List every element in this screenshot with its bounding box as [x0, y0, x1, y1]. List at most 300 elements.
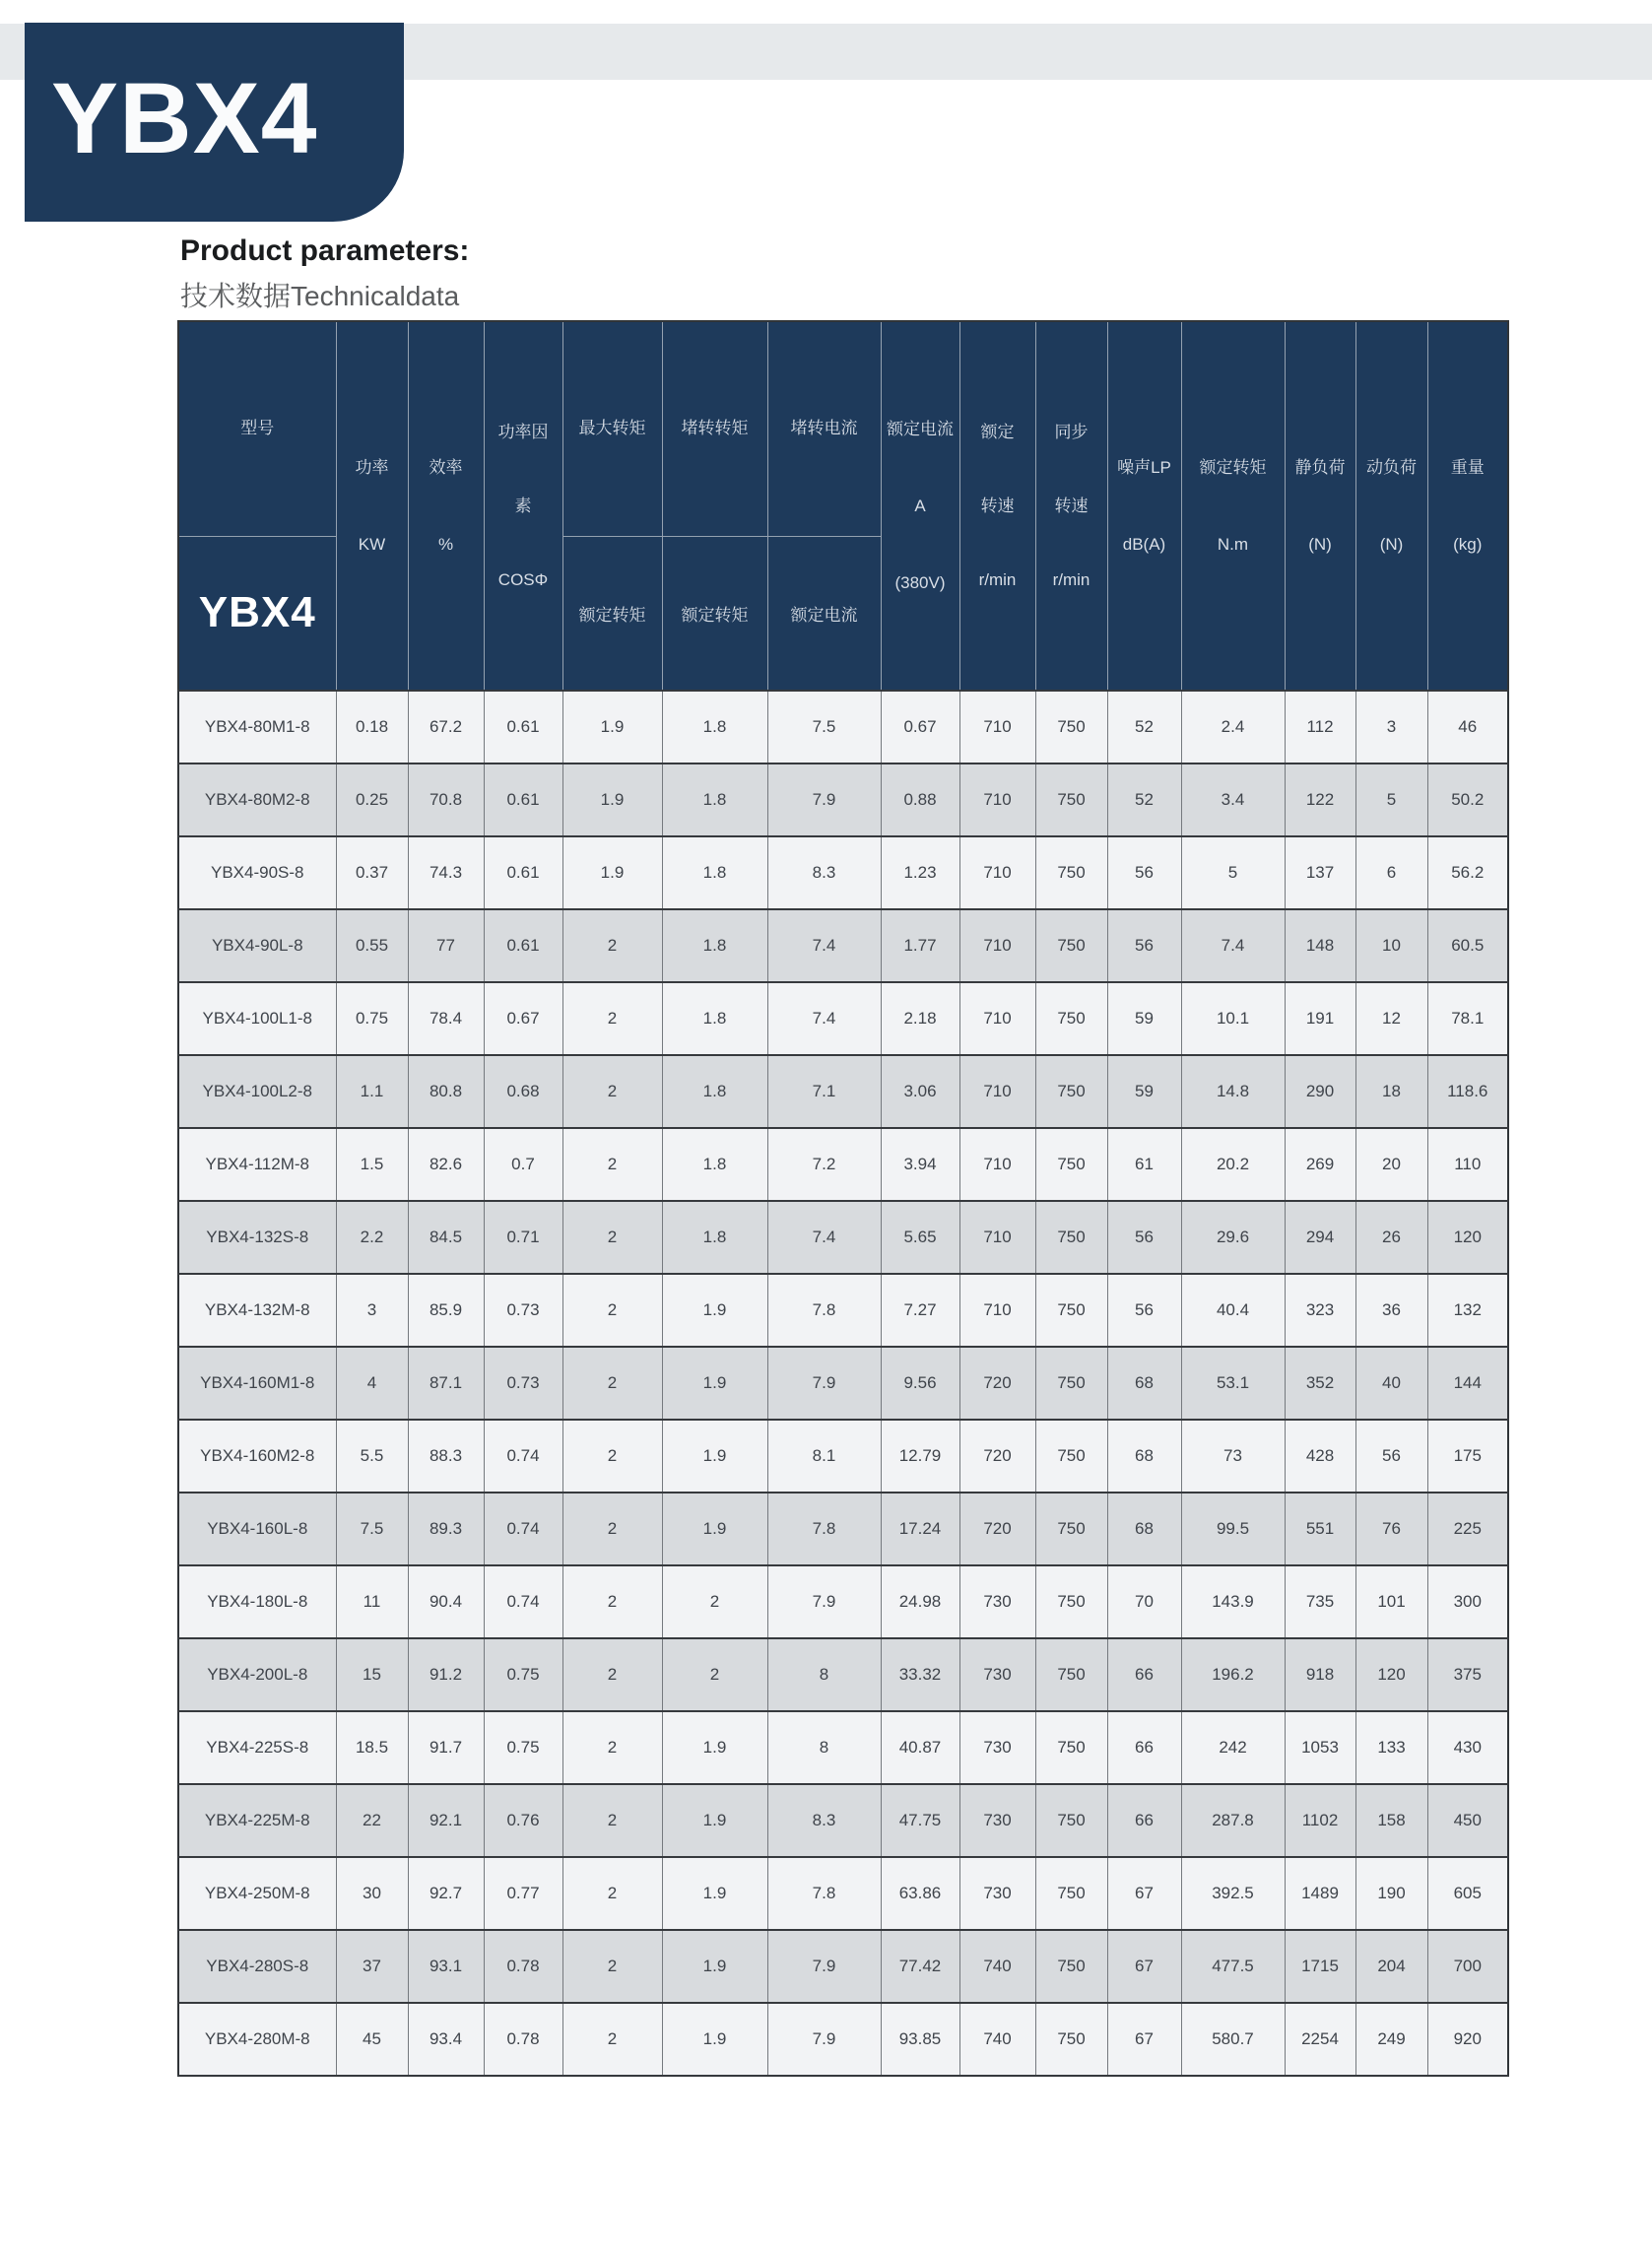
header-power-factor: 功率因 素 COSΦ [484, 321, 562, 691]
value-cell: 225 [1427, 1493, 1508, 1565]
value-cell: 70.8 [408, 763, 484, 836]
value-cell: 2 [562, 1784, 662, 1857]
value-cell: 3 [336, 1274, 408, 1347]
value-cell: 14.8 [1181, 1055, 1285, 1128]
value-cell: 56 [1107, 1274, 1181, 1347]
value-cell: 710 [959, 982, 1035, 1055]
model-cell: YBX4-250M-8 [178, 1857, 336, 1930]
value-cell: 85.9 [408, 1274, 484, 1347]
logo-text: YBX4 [51, 62, 318, 174]
table-row [178, 909, 1508, 982]
header-brand: YBX4 [178, 536, 336, 691]
value-cell: 750 [1035, 1347, 1107, 1420]
table-row [178, 1711, 1508, 1784]
model-cell: YBX4-200L-8 [178, 1638, 336, 1711]
value-cell: 63.86 [881, 1857, 959, 1930]
model-cell: YBX4-100L1-8 [178, 982, 336, 1055]
header-sync-speed: 同步 转速 r/min [1035, 321, 1107, 691]
value-cell: 2.2 [336, 1201, 408, 1274]
table-row [178, 1930, 1508, 2003]
value-cell: 78.4 [408, 982, 484, 1055]
value-cell: 551 [1285, 1493, 1355, 1565]
value-cell: 1.9 [562, 763, 662, 836]
value-cell: 60.5 [1427, 909, 1508, 982]
table-row [178, 691, 1508, 763]
value-cell: 1.8 [662, 1055, 767, 1128]
value-cell: 3.94 [881, 1128, 959, 1201]
value-cell: 0.88 [881, 763, 959, 836]
model-cell: YBX4-80M2-8 [178, 763, 336, 836]
value-cell: 52 [1107, 763, 1181, 836]
header-noise: 噪声LP dB(A) [1107, 321, 1181, 691]
value-cell: 7.9 [767, 1347, 881, 1420]
value-cell: 750 [1035, 836, 1107, 909]
value-cell: 17.24 [881, 1493, 959, 1565]
value-cell: 92.7 [408, 1857, 484, 1930]
value-cell: 12.79 [881, 1420, 959, 1493]
model-cell: YBX4-90L-8 [178, 909, 336, 982]
value-cell: 710 [959, 1201, 1035, 1274]
value-cell: 750 [1035, 1857, 1107, 1930]
value-cell: 101 [1355, 1565, 1427, 1638]
table-row [178, 1420, 1508, 1493]
value-cell: 7.4 [1181, 909, 1285, 982]
value-cell: 33.32 [881, 1638, 959, 1711]
value-cell: 3.06 [881, 1055, 959, 1128]
value-cell: 323 [1285, 1274, 1355, 1347]
value-cell: 40.87 [881, 1711, 959, 1784]
table-row [178, 2003, 1508, 2076]
value-cell: 82.6 [408, 1128, 484, 1201]
table-row [178, 1274, 1508, 1347]
value-cell: 0.74 [484, 1420, 562, 1493]
value-cell: 477.5 [1181, 1930, 1285, 2003]
value-cell: 300 [1427, 1565, 1508, 1638]
value-cell: 1102 [1285, 1784, 1355, 1857]
model-cell: YBX4-225S-8 [178, 1711, 336, 1784]
model-cell: YBX4-132S-8 [178, 1201, 336, 1274]
logo-block [25, 23, 404, 222]
value-cell: 5 [1181, 836, 1285, 909]
header-rated-current: 额定电流A (380V) [881, 321, 959, 691]
value-cell: 56 [1107, 909, 1181, 982]
value-cell: 8.1 [767, 1420, 881, 1493]
value-cell: 7.4 [767, 1201, 881, 1274]
value-cell: 750 [1035, 1930, 1107, 2003]
value-cell: 20 [1355, 1128, 1427, 1201]
header-static-load: 静负荷 (N) [1285, 321, 1355, 691]
value-cell: 2.18 [881, 982, 959, 1055]
value-cell: 428 [1285, 1420, 1355, 1493]
value-cell: 70 [1107, 1565, 1181, 1638]
value-cell: 0.73 [484, 1347, 562, 1420]
value-cell: 66 [1107, 1784, 1181, 1857]
value-cell: 196.2 [1181, 1638, 1285, 1711]
value-cell: 730 [959, 1784, 1035, 1857]
value-cell: 735 [1285, 1565, 1355, 1638]
value-cell: 74.3 [408, 836, 484, 909]
value-cell: 2 [562, 1493, 662, 1565]
value-cell: 67 [1107, 1930, 1181, 2003]
value-cell: 294 [1285, 1201, 1355, 1274]
value-cell: 0.74 [484, 1493, 562, 1565]
value-cell: 204 [1355, 1930, 1427, 2003]
value-cell: 2 [662, 1565, 767, 1638]
value-cell: 61 [1107, 1128, 1181, 1201]
value-cell: 740 [959, 2003, 1035, 2076]
value-cell: 2 [562, 1420, 662, 1493]
value-cell: 1.9 [662, 1420, 767, 1493]
header-locked-rotor-torque: 堵转转矩 [662, 321, 767, 536]
value-cell: 2 [662, 1638, 767, 1711]
value-cell: 110 [1427, 1128, 1508, 1201]
value-cell: 1.8 [662, 763, 767, 836]
value-cell: 750 [1035, 1711, 1107, 1784]
value-cell: 750 [1035, 1420, 1107, 1493]
value-cell: 750 [1035, 691, 1107, 763]
value-cell: 2 [562, 909, 662, 982]
value-cell: 78.1 [1427, 982, 1508, 1055]
value-cell: 7.9 [767, 1565, 881, 1638]
value-cell: 93.4 [408, 2003, 484, 2076]
value-cell: 1053 [1285, 1711, 1355, 1784]
value-cell: 0.61 [484, 909, 562, 982]
value-cell: 0.37 [336, 836, 408, 909]
value-cell: 0.75 [484, 1711, 562, 1784]
value-cell: 80.8 [408, 1055, 484, 1128]
value-cell: 7.8 [767, 1857, 881, 1930]
value-cell: 8.3 [767, 1784, 881, 1857]
value-cell: 0.73 [484, 1274, 562, 1347]
value-cell: 0.74 [484, 1565, 562, 1638]
value-cell: 12 [1355, 982, 1427, 1055]
value-cell: 2 [562, 1128, 662, 1201]
value-cell: 68 [1107, 1493, 1181, 1565]
model-cell: YBX4-132M-8 [178, 1274, 336, 1347]
value-cell: 2254 [1285, 2003, 1355, 2076]
value-cell: 2 [562, 1711, 662, 1784]
model-cell: YBX4-90S-8 [178, 836, 336, 909]
value-cell: 47.75 [881, 1784, 959, 1857]
value-cell: 1.9 [662, 1711, 767, 1784]
value-cell: 7.8 [767, 1493, 881, 1565]
value-cell: 5.65 [881, 1201, 959, 1274]
value-cell: 0.76 [484, 1784, 562, 1857]
value-cell: 18.5 [336, 1711, 408, 1784]
value-cell: 10.1 [1181, 982, 1285, 1055]
value-cell: 7.4 [767, 982, 881, 1055]
value-cell: 0.7 [484, 1128, 562, 1201]
value-cell: 76 [1355, 1493, 1427, 1565]
value-cell: 5 [1355, 763, 1427, 836]
model-cell: YBX4-100L2-8 [178, 1055, 336, 1128]
value-cell: 249 [1355, 2003, 1427, 2076]
value-cell: 710 [959, 836, 1035, 909]
value-cell: 144 [1427, 1347, 1508, 1420]
value-cell: 1.9 [662, 1493, 767, 1565]
value-cell: 7.27 [881, 1274, 959, 1347]
value-cell: 50.2 [1427, 763, 1508, 836]
value-cell: 7.5 [336, 1493, 408, 1565]
value-cell: 0.61 [484, 691, 562, 763]
value-cell: 2 [562, 1055, 662, 1128]
value-cell: 0.78 [484, 1930, 562, 2003]
value-cell: 0.25 [336, 763, 408, 836]
value-cell: 8 [767, 1638, 881, 1711]
value-cell: 67 [1107, 2003, 1181, 2076]
page-subtitle: 技术数据Technicaldata [180, 281, 460, 311]
value-cell: 2 [562, 1930, 662, 2003]
value-cell: 710 [959, 1128, 1035, 1201]
value-cell: 91.7 [408, 1711, 484, 1784]
value-cell: 59 [1107, 1055, 1181, 1128]
value-cell: 750 [1035, 763, 1107, 836]
header-weight: 重量 (kg) [1427, 321, 1508, 691]
value-cell: 7.9 [767, 1930, 881, 2003]
value-cell: 710 [959, 763, 1035, 836]
value-cell: 175 [1427, 1420, 1508, 1493]
value-cell: 56.2 [1427, 836, 1508, 909]
value-cell: 287.8 [1181, 1784, 1285, 1857]
value-cell: 56 [1355, 1420, 1427, 1493]
value-cell: 137 [1285, 836, 1355, 909]
table-row [178, 982, 1508, 1055]
table-row [178, 1493, 1508, 1565]
value-cell: 0.18 [336, 691, 408, 763]
header-max-torque: 最大转矩 [562, 321, 662, 536]
value-cell: 11 [336, 1565, 408, 1638]
value-cell: 99.5 [1181, 1493, 1285, 1565]
value-cell: 375 [1427, 1638, 1508, 1711]
value-cell: 118.6 [1427, 1055, 1508, 1128]
header-rated-speed: 额定 转速 r/min [959, 321, 1035, 691]
model-cell: YBX4-160M1-8 [178, 1347, 336, 1420]
value-cell: 0.78 [484, 2003, 562, 2076]
value-cell: 1.9 [662, 1784, 767, 1857]
value-cell: 1715 [1285, 1930, 1355, 2003]
value-cell: 750 [1035, 1274, 1107, 1347]
value-cell: 66 [1107, 1711, 1181, 1784]
value-cell: 45 [336, 2003, 408, 2076]
value-cell: 352 [1285, 1347, 1355, 1420]
value-cell: 22 [336, 1784, 408, 1857]
value-cell: 122 [1285, 763, 1355, 836]
value-cell: 0.71 [484, 1201, 562, 1274]
value-cell: 269 [1285, 1128, 1355, 1201]
value-cell: 191 [1285, 982, 1355, 1055]
value-cell: 750 [1035, 1201, 1107, 1274]
value-cell: 89.3 [408, 1493, 484, 1565]
value-cell: 720 [959, 1493, 1035, 1565]
value-cell: 133 [1355, 1711, 1427, 1784]
value-cell: 0.67 [881, 691, 959, 763]
value-cell: 710 [959, 691, 1035, 763]
value-cell: 0.61 [484, 836, 562, 909]
value-cell: 1.9 [662, 1274, 767, 1347]
value-cell: 0.61 [484, 763, 562, 836]
table-row [178, 1128, 1508, 1201]
value-cell: 132 [1427, 1274, 1508, 1347]
value-cell: 87.1 [408, 1347, 484, 1420]
value-cell: 1.9 [562, 836, 662, 909]
value-cell: 77.42 [881, 1930, 959, 2003]
value-cell: 2 [562, 1347, 662, 1420]
value-cell: 0.75 [336, 982, 408, 1055]
value-cell: 29.6 [1181, 1201, 1285, 1274]
value-cell: 450 [1427, 1784, 1508, 1857]
value-cell: 1.8 [662, 982, 767, 1055]
table-body [178, 691, 1508, 2076]
value-cell: 1.5 [336, 1128, 408, 1201]
value-cell: 120 [1355, 1638, 1427, 1711]
value-cell: 15 [336, 1638, 408, 1711]
value-cell: 120 [1427, 1201, 1508, 1274]
value-cell: 0.55 [336, 909, 408, 982]
value-cell: 66 [1107, 1638, 1181, 1711]
value-cell: 7.9 [767, 763, 881, 836]
value-cell: 392.5 [1181, 1857, 1285, 1930]
value-cell: 1.8 [662, 1128, 767, 1201]
value-cell: 1.8 [662, 691, 767, 763]
model-cell: YBX4-160L-8 [178, 1493, 336, 1565]
table-header [178, 321, 1508, 691]
header-power: 功率 KW [336, 321, 408, 691]
value-cell: 67 [1107, 1857, 1181, 1930]
value-cell: 36 [1355, 1274, 1427, 1347]
spec-table [177, 320, 1509, 2077]
value-cell: 1.8 [662, 836, 767, 909]
value-cell: 730 [959, 1565, 1035, 1638]
value-cell: 730 [959, 1857, 1035, 1930]
value-cell: 2 [562, 1274, 662, 1347]
value-cell: 73 [1181, 1420, 1285, 1493]
page-title: Product parameters: [180, 234, 470, 267]
table-row [178, 1055, 1508, 1128]
header-locked-rotor-current: 堵转电流 [767, 321, 881, 536]
model-cell: YBX4-180L-8 [178, 1565, 336, 1638]
value-cell: 750 [1035, 2003, 1107, 2076]
value-cell: 8.3 [767, 836, 881, 909]
value-cell: 24.98 [881, 1565, 959, 1638]
value-cell: 68 [1107, 1347, 1181, 1420]
value-cell: 2 [562, 1638, 662, 1711]
value-cell: 68 [1107, 1420, 1181, 1493]
value-cell: 143.9 [1181, 1565, 1285, 1638]
value-cell: 1.1 [336, 1055, 408, 1128]
value-cell: 30 [336, 1857, 408, 1930]
model-cell: YBX4-160M2-8 [178, 1420, 336, 1493]
value-cell: 1.8 [662, 909, 767, 982]
value-cell: 7.4 [767, 909, 881, 982]
value-cell: 40 [1355, 1347, 1427, 1420]
model-cell: YBX4-80M1-8 [178, 691, 336, 763]
value-cell: 2 [562, 982, 662, 1055]
value-cell: 2 [562, 1201, 662, 1274]
value-cell: 0.67 [484, 982, 562, 1055]
value-cell: 710 [959, 1055, 1035, 1128]
value-cell: 750 [1035, 1493, 1107, 1565]
value-cell: 720 [959, 1420, 1035, 1493]
header-locked-rotor-torque-denominator: 额定转矩 [662, 536, 767, 691]
value-cell: 8 [767, 1711, 881, 1784]
value-cell: 6 [1355, 836, 1427, 909]
value-cell: 52 [1107, 691, 1181, 763]
value-cell: 4 [336, 1347, 408, 1420]
value-cell: 53.1 [1181, 1347, 1285, 1420]
value-cell: 37 [336, 1930, 408, 2003]
value-cell: 20.2 [1181, 1128, 1285, 1201]
table-row [178, 1784, 1508, 1857]
value-cell: 750 [1035, 1128, 1107, 1201]
value-cell: 92.1 [408, 1784, 484, 1857]
value-cell: 750 [1035, 1055, 1107, 1128]
value-cell: 750 [1035, 1784, 1107, 1857]
value-cell: 920 [1427, 2003, 1508, 2076]
value-cell: 10 [1355, 909, 1427, 982]
value-cell: 0.77 [484, 1857, 562, 1930]
value-cell: 190 [1355, 1857, 1427, 1930]
value-cell: 26 [1355, 1201, 1427, 1274]
value-cell: 46 [1427, 691, 1508, 763]
value-cell: 2 [562, 1857, 662, 1930]
header-locked-rotor-current-denominator: 额定电流 [767, 536, 881, 691]
value-cell: 1.9 [662, 1857, 767, 1930]
model-cell: YBX4-280M-8 [178, 2003, 336, 2076]
value-cell: 93.1 [408, 1930, 484, 2003]
value-cell: 56 [1107, 836, 1181, 909]
value-cell: 7.9 [767, 2003, 881, 2076]
value-cell: 18 [1355, 1055, 1427, 1128]
value-cell: 158 [1355, 1784, 1427, 1857]
table-row [178, 763, 1508, 836]
value-cell: 3 [1355, 691, 1427, 763]
header-max-torque-denominator: 额定转矩 [562, 536, 662, 691]
value-cell: 56 [1107, 1201, 1181, 1274]
value-cell: 710 [959, 1274, 1035, 1347]
value-cell: 1.9 [562, 691, 662, 763]
value-cell: 67.2 [408, 691, 484, 763]
value-cell: 148 [1285, 909, 1355, 982]
value-cell: 740 [959, 1930, 1035, 2003]
value-cell: 7.8 [767, 1274, 881, 1347]
table-row [178, 1565, 1508, 1638]
value-cell: 1489 [1285, 1857, 1355, 1930]
value-cell: 605 [1427, 1857, 1508, 1930]
value-cell: 580.7 [1181, 2003, 1285, 2076]
value-cell: 750 [1035, 1565, 1107, 1638]
table-row [178, 1857, 1508, 1930]
value-cell: 750 [1035, 1638, 1107, 1711]
value-cell: 40.4 [1181, 1274, 1285, 1347]
value-cell: 750 [1035, 982, 1107, 1055]
value-cell: 430 [1427, 1711, 1508, 1784]
value-cell: 730 [959, 1711, 1035, 1784]
value-cell: 730 [959, 1638, 1035, 1711]
value-cell: 7.1 [767, 1055, 881, 1128]
value-cell: 7.5 [767, 691, 881, 763]
value-cell: 242 [1181, 1711, 1285, 1784]
value-cell: 2 [562, 1565, 662, 1638]
value-cell: 1.9 [662, 1347, 767, 1420]
value-cell: 88.3 [408, 1420, 484, 1493]
model-cell: YBX4-225M-8 [178, 1784, 336, 1857]
value-cell: 2 [562, 2003, 662, 2076]
value-cell: 1.9 [662, 1930, 767, 2003]
value-cell: 84.5 [408, 1201, 484, 1274]
model-cell: YBX4-280S-8 [178, 1930, 336, 2003]
value-cell: 1.77 [881, 909, 959, 982]
value-cell: 7.2 [767, 1128, 881, 1201]
